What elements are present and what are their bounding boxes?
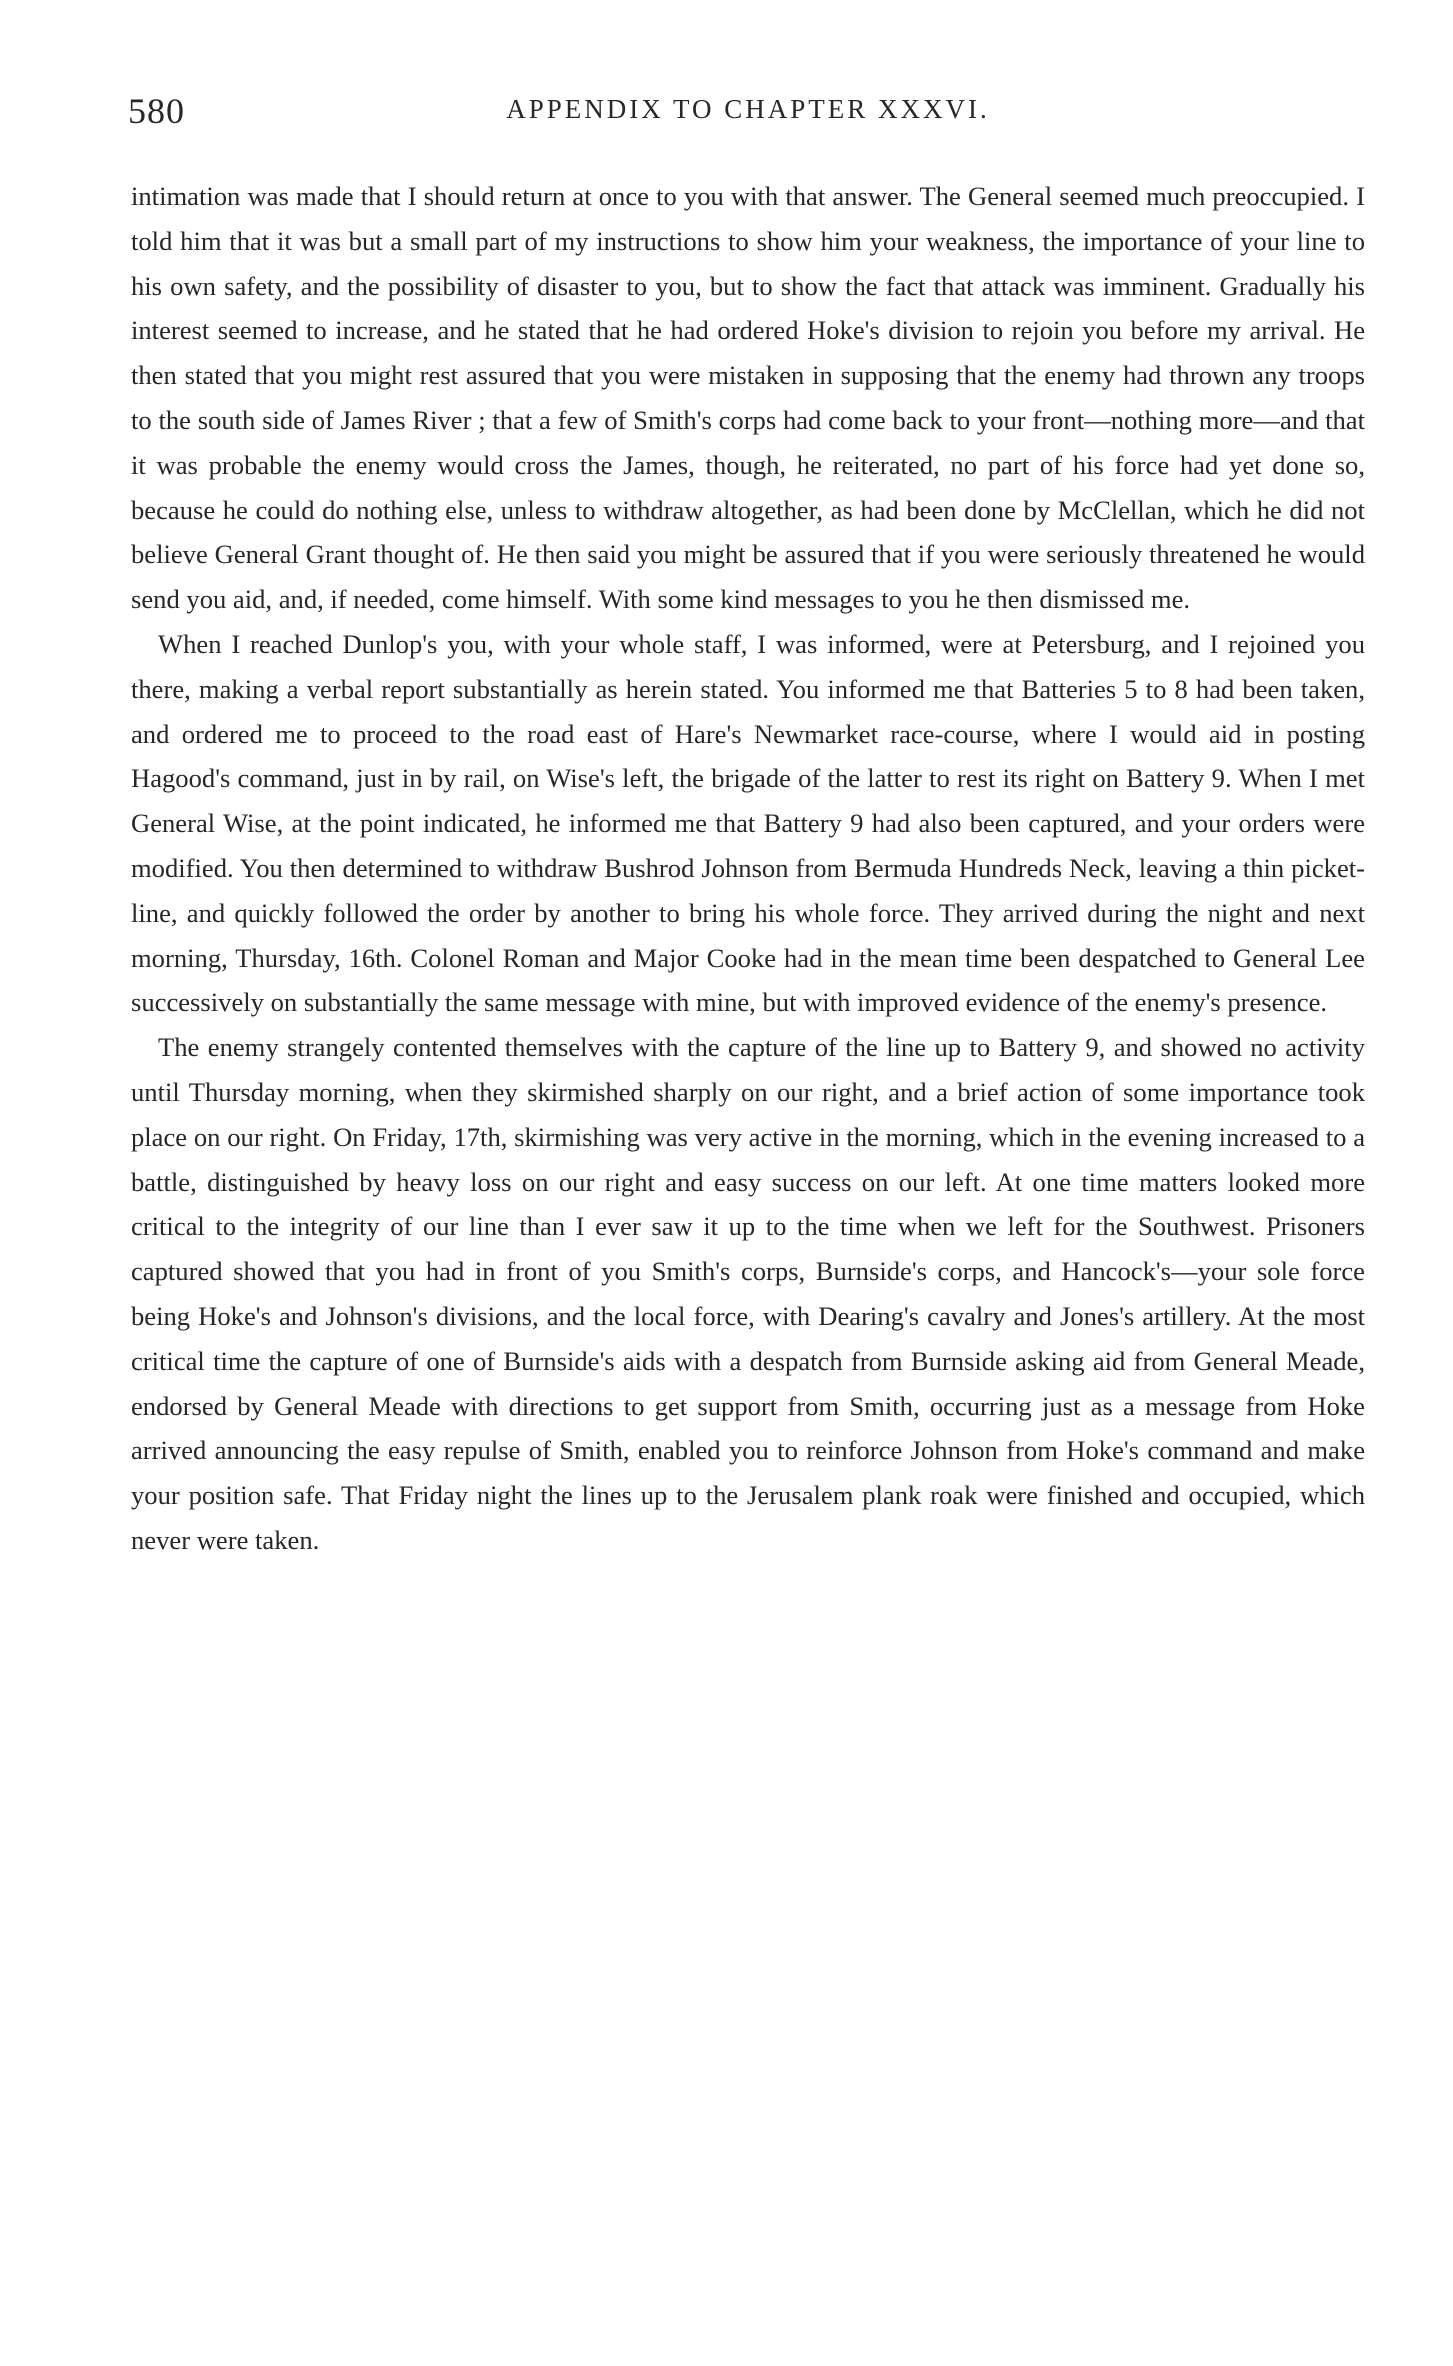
paragraph: intimation was made that I should return at once to you with that answer. The General seemed much preoccupied. I told him that it was but a small part of my instructions to show him your weakness, the importance of your line to his own safety, and the possibility of disaster to you, but to show the fact that attack was imminent. Gradually his interest seemed to increase, and he stated that he had ordered Hoke's division to rejoin you before my arrival. He then stated that you might rest assured that you were mistaken in supposing that the enemy had thrown any troops to the south side of James River ; that a few of Smith's corps had come back to your front—nothing more—and that it was probable the enemy would cross the James, though, he reiterated, no part of his force had yet done so, because he could do nothing else, unless to withdraw altogether, as had been done by McClellan, which he did not believe General Grant thought of. He then said you might be assured that if you were seriously threatened he would send you aid, and, if needed, come himself. With some kind messages to you he then dismissed me. bbox=[131, 181, 1365, 615]
page-number: 580 bbox=[128, 91, 185, 131]
paragraph: When I reached Dunlop's you, with your whole staff, I was informed, were at Petersburg, and I rejoined you there, making a verbal report substantially as herein stated. You informed me that Batteries 5 to 8 had been taken, and ordered me to proceed to the road east of Hare's Newmarket race-course, where I would aid in posting Hagood's command, just in by rail, on Wise's left, the brigade of the latter to rest its right on Battery 9. When I met General Wise, at the point indicated, he informed me that Battery 9 had also been captured, and your orders were modified. You then determined to withdraw Bushrod Johnson from Bermuda Hundreds Neck, leaving a thin picket-line, and quickly followed the order by another to bring his whole force. They arrived during the night and next morning, Thursday, 16th. Colonel Roman and Major Cooke had in the mean time been despatched to General Lee successively on substantially the same message with mine, but with improved evidence of the enemy's presence. bbox=[131, 628, 1365, 1018]
page-header bbox=[128, 90, 1368, 140]
paragraph: The enemy strangely contented themselves with the capture of the line up to Battery 9, and showed no activity until Thursday morning, when they skirmished sharply on our right, and a brief action of some importance took place on our right. On Friday, 17th, skirmishing was very active in the morning, which in the evening increased to a battle, distinguished by heavy loss on our right and easy success on our left. At one time matters looked more critical to the integrity of our line than I ever saw it up to the time when we left for the Southwest. Prisoners captured showed that you had in front of you Smith's corps, Burnside's corps, and Hancock's—your sole force being Hoke's and Johnson's divisions, and the local force, with Dearing's cavalry and Jones's artillery. At the most critical time the capture of one of Burnside's aids with a despatch from Burnside asking aid from General Meade, endorsed by General Meade with directions to get support from Smith, occurring just as a message from Hoke arrived announcing the easy repulse of Smith, enabled you to reinforce Johnson from Hoke's command and make your position safe. That Friday night the lines up to the Jerusalem plank roak were finished and occupied, which never were taken. bbox=[131, 1032, 1365, 1555]
running-head: APPENDIX TO CHAPTER XXXVI. bbox=[506, 94, 990, 124]
body-text bbox=[131, 174, 1365, 1563]
